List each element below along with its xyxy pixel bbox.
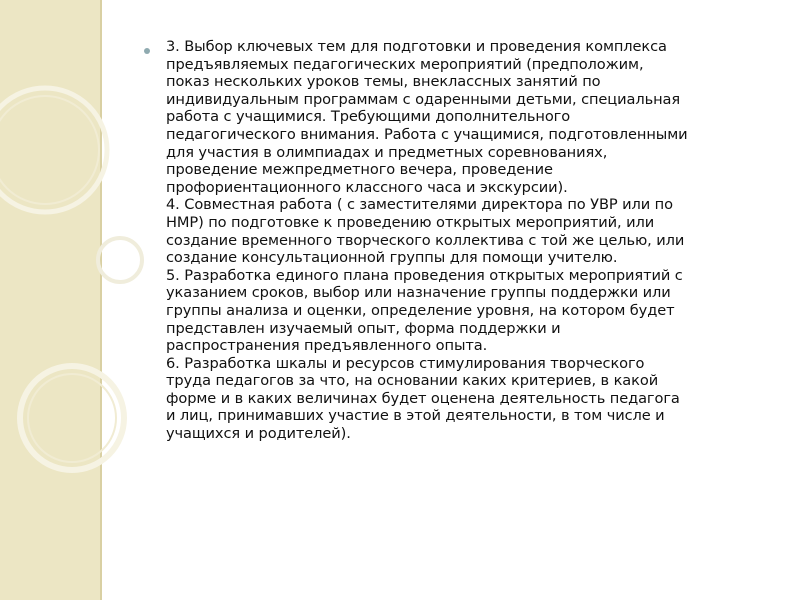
text-line: для участия в олимпиадах и предметных соревнованиях, (166, 143, 608, 161)
text-line: группы анализа и оценки, определение уровня, на котором будет (166, 301, 675, 319)
text-line: создание консультационной группы для помощи учителю. (166, 249, 618, 267)
text-line: и лиц, принимавших участие в этой деятельности, в том числе и (166, 407, 665, 425)
text-line: указанием сроков, выбор или назначение группы поддержки или (166, 284, 671, 302)
text-line: труда педагогов за что, на основании каких критериев, в какой (166, 372, 659, 390)
text-line: 5. Разработка единого плана проведения открытых мероприятий с (166, 266, 683, 284)
text-line: 4. Совместная работа ( с заместителями директора по УВР или по (166, 196, 673, 214)
text-line: проведение межпредметного вечера, проведение (166, 161, 553, 179)
text-line: создание временного творческого коллектива с той же целью, или (166, 231, 685, 249)
text-line: 6. Разработка шкалы и ресурсов стимулирования творческого (166, 354, 645, 372)
text-line: педагогического внимания. Работа с учащимися, подготовленными (166, 125, 688, 143)
text-line: работа с учащимися. Требующими дополнительного (166, 108, 571, 126)
text-line: НМР) по подготовке к проведению открытых мероприятий, или (166, 213, 655, 231)
round-bullet-icon (144, 48, 150, 54)
bullet-item (144, 38, 784, 443)
decorative-ring-lower (20, 366, 124, 470)
decorative-ring-large (0, 88, 107, 212)
text-line: профориентационного классного часа и экскурсии). (166, 178, 568, 196)
text-line: учащихся и родителей). (166, 425, 351, 443)
text-line: форме и в каких величинах будет оценена деятельность педагога (166, 389, 680, 407)
text-line: 3. Выбор ключевых тем для подготовки и проведения комплекса (166, 38, 667, 55)
decorative-ring-lower-inner (28, 374, 116, 462)
text-line: показ нескольких уроков темы, внеклассных занятий по (166, 73, 601, 91)
text-line: предъявляемых педагогических мероприятий (предположим, (166, 55, 644, 73)
text-line: индивидуальным программам с одаренными детьми, специальная (166, 90, 681, 108)
decorative-ring-small (98, 238, 142, 282)
slide-content (144, 38, 784, 443)
text-line: распространения предъявленного опыта. (166, 337, 488, 355)
text-line: представлен изучаемый опыт, форма поддержки и (166, 319, 561, 337)
decorative-ring-large-inner (0, 96, 99, 204)
bullet-paragraph (166, 38, 784, 443)
